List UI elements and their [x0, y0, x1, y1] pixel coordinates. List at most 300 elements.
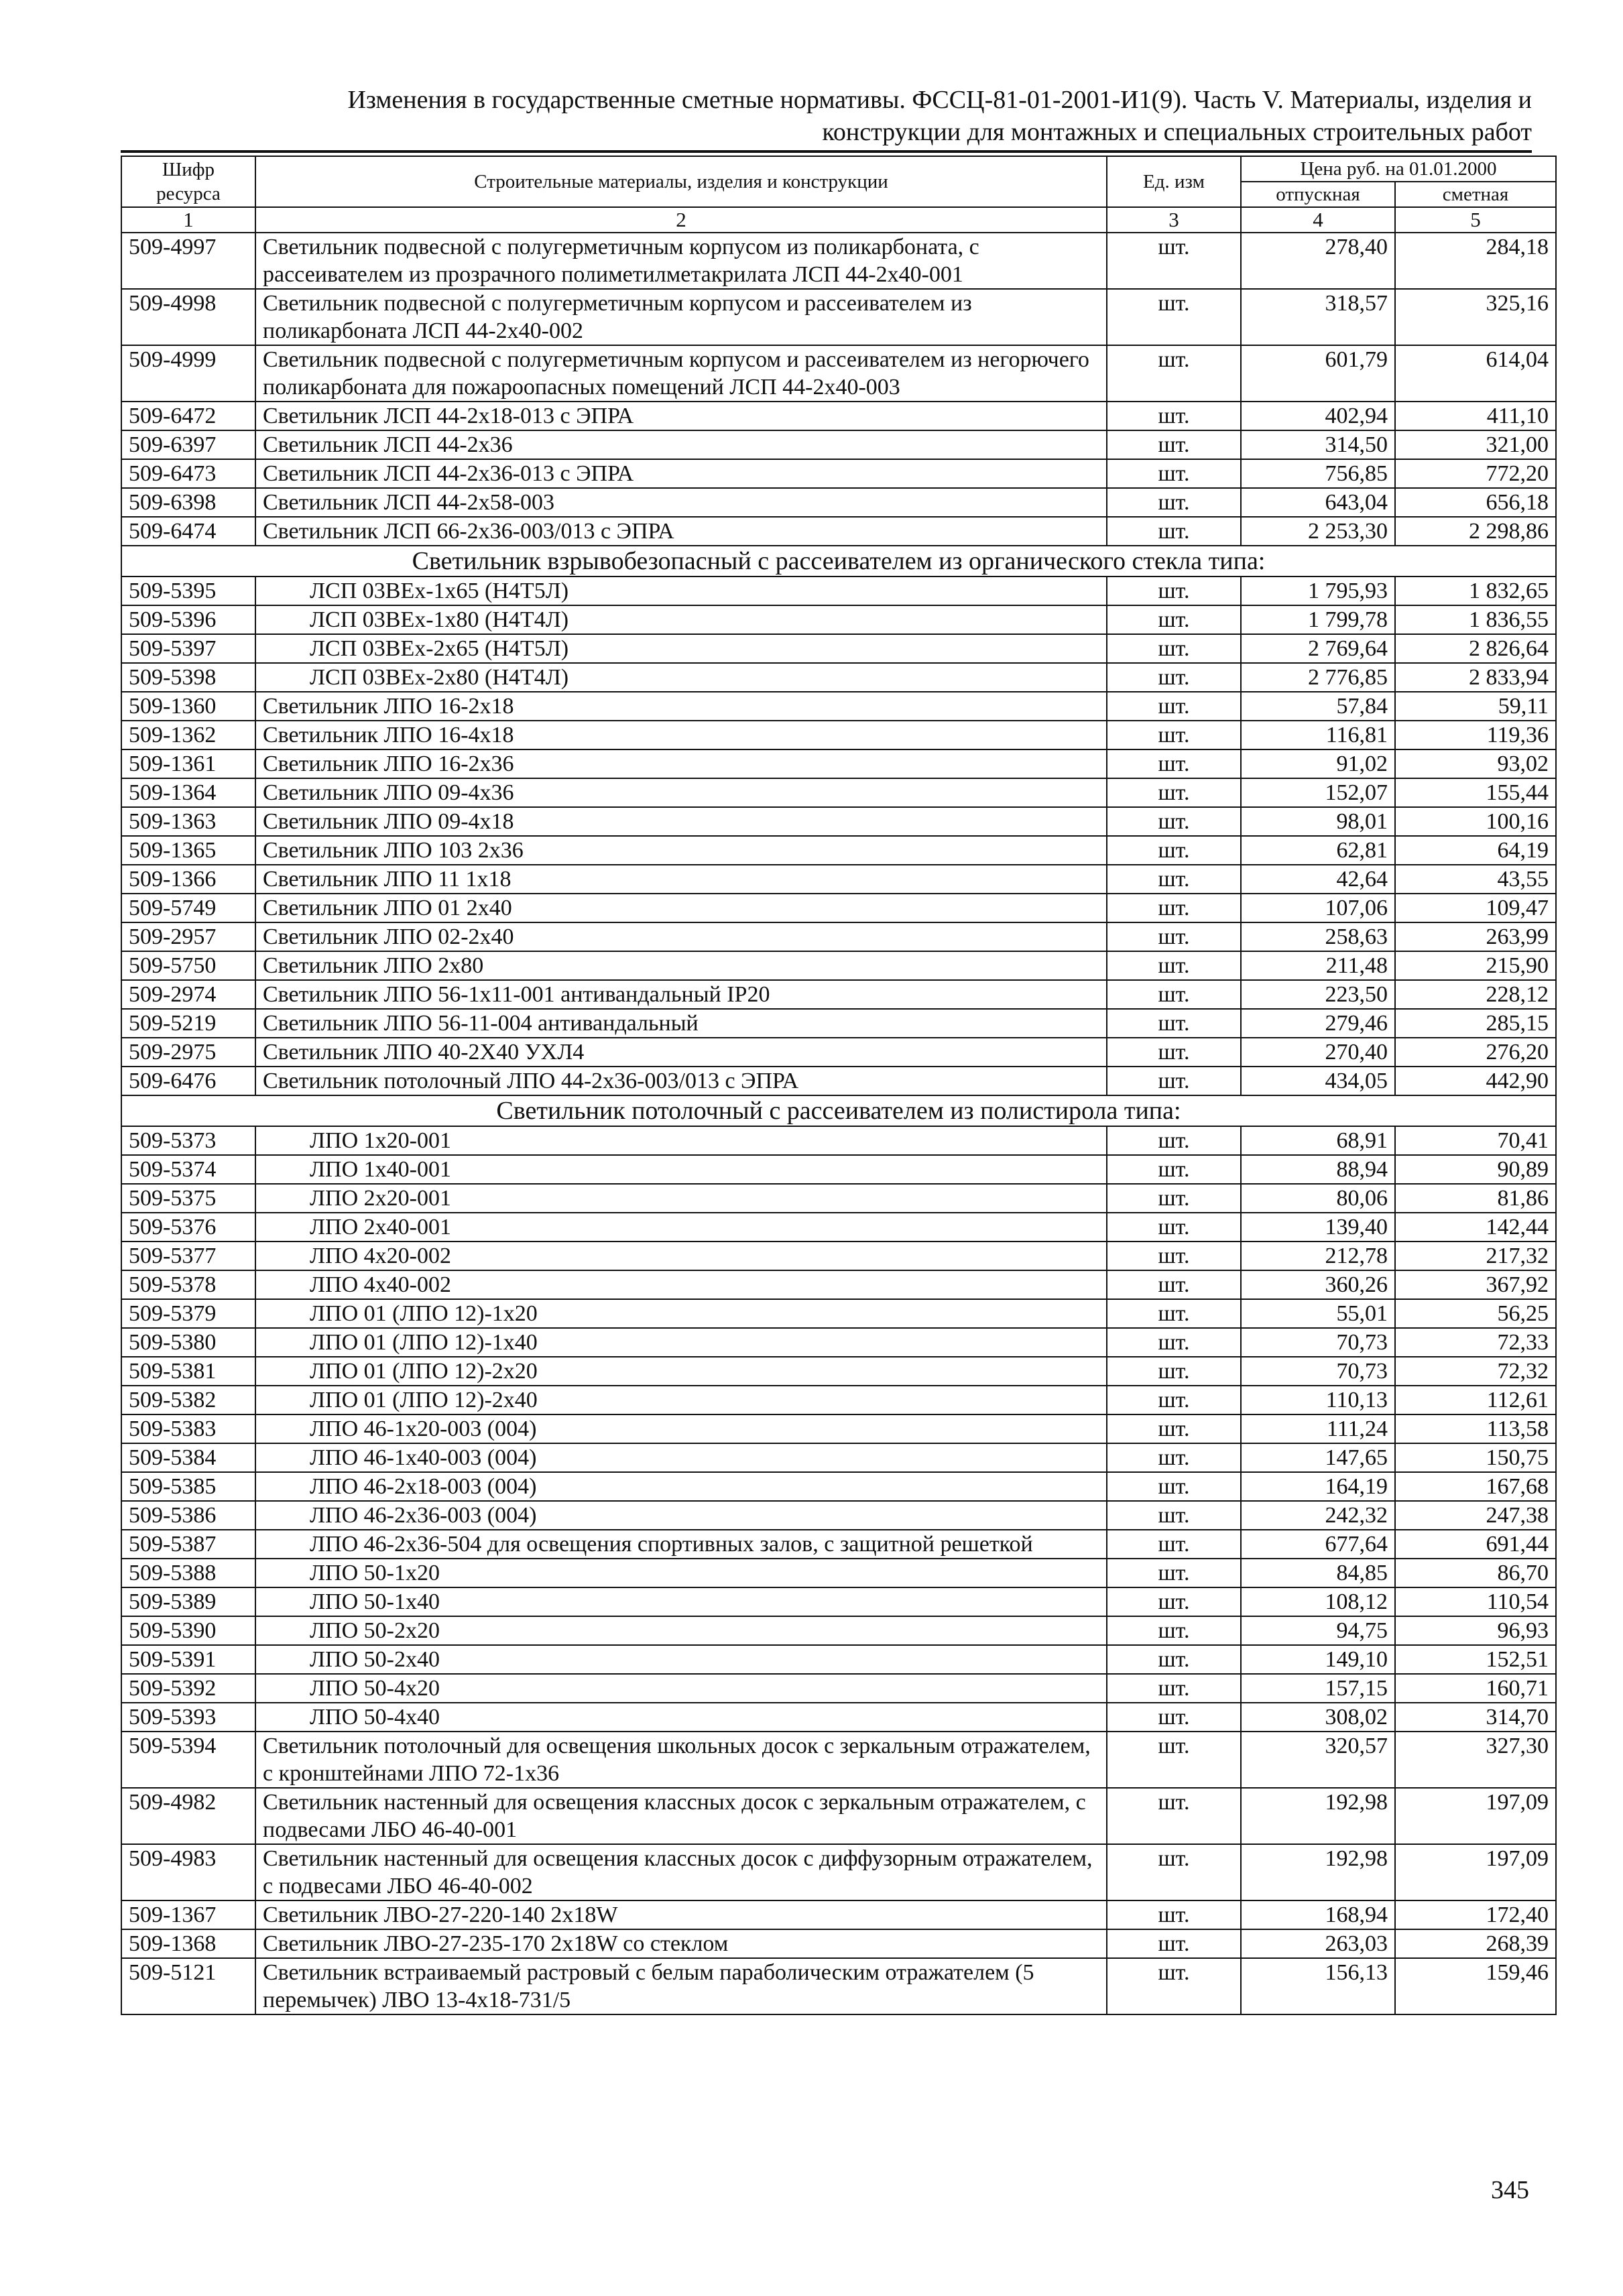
material-name: Светильник ЛСП 44-2х18-013 с ЭПРА — [255, 402, 1107, 430]
release-price: 1 799,78 — [1241, 605, 1395, 634]
material-name: Светильник ЛПО 01 2х40 — [255, 894, 1107, 922]
estimate-price: 93,02 — [1395, 749, 1556, 778]
release-price: 318,57 — [1241, 289, 1395, 345]
header-price-release: отпускная — [1241, 182, 1395, 207]
release-price: 91,02 — [1241, 749, 1395, 778]
table-row — [121, 865, 1556, 894]
estimate-price: 247,38 — [1395, 1501, 1556, 1530]
release-price: 164,19 — [1241, 1472, 1395, 1501]
resource-code: 509-5378 — [121, 1270, 255, 1299]
resource-code: 509-5381 — [121, 1357, 255, 1386]
unit-of-measure: шт. — [1107, 1270, 1241, 1299]
material-name: Светильник подвесной с полугерметичным корпусом из поликарбоната, с рассеивателем из прозрачного полиметилметакрилата ЛСП 44-2х40-001 — [255, 233, 1107, 289]
release-price: 157,15 — [1241, 1674, 1395, 1703]
table-row — [121, 1242, 1556, 1270]
release-price: 55,01 — [1241, 1299, 1395, 1328]
table-row — [121, 1270, 1556, 1299]
estimate-price: 614,04 — [1395, 345, 1556, 402]
resource-code: 509-6397 — [121, 430, 255, 459]
unit-of-measure: шт. — [1107, 1559, 1241, 1587]
release-price: 308,02 — [1241, 1703, 1395, 1732]
unit-of-measure: шт. — [1107, 951, 1241, 980]
table-row — [121, 1009, 1556, 1038]
release-price: 360,26 — [1241, 1270, 1395, 1299]
unit-of-measure: шт. — [1107, 1067, 1241, 1095]
unit-of-measure: шт. — [1107, 634, 1241, 663]
table-row — [121, 1443, 1556, 1472]
estimate-price: 64,19 — [1395, 836, 1556, 865]
release-price: 212,78 — [1241, 1242, 1395, 1270]
estimate-price: 325,16 — [1395, 289, 1556, 345]
material-name: Светильник подвесной с полугерметичным корпусом и рассеивателем из негорючего поликарбоната для пожароопасных помещений ЛСП 44-2х40-003 — [255, 345, 1107, 402]
release-price: 70,73 — [1241, 1328, 1395, 1357]
estimate-price: 197,09 — [1395, 1788, 1556, 1844]
unit-of-measure: шт. — [1107, 1732, 1241, 1788]
unit-of-measure: шт. — [1107, 836, 1241, 865]
estimate-price: 411,10 — [1395, 402, 1556, 430]
material-name: ЛПО 01 (ЛПО 12)-2х20 — [255, 1357, 1107, 1386]
estimate-price: 284,18 — [1395, 233, 1556, 289]
unit-of-measure: шт. — [1107, 605, 1241, 634]
resource-code: 509-2974 — [121, 980, 255, 1009]
release-price: 258,63 — [1241, 922, 1395, 951]
unit-of-measure: шт. — [1107, 1299, 1241, 1328]
column-number: 4 — [1241, 207, 1395, 233]
unit-of-measure: шт. — [1107, 1328, 1241, 1357]
header-price-estimate: сметная — [1395, 182, 1556, 207]
estimate-price: 215,90 — [1395, 951, 1556, 980]
material-name: Светильник ЛПО 16-4х18 — [255, 721, 1107, 749]
estimate-price: 167,68 — [1395, 1472, 1556, 1501]
table-row — [121, 1788, 1556, 1844]
estimate-price: 56,25 — [1395, 1299, 1556, 1328]
table-row — [121, 1559, 1556, 1587]
unit-of-measure: шт. — [1107, 1038, 1241, 1067]
release-price: 68,91 — [1241, 1126, 1395, 1155]
release-price: 111,24 — [1241, 1414, 1395, 1443]
unit-of-measure: шт. — [1107, 894, 1241, 922]
unit-of-measure: шт. — [1107, 749, 1241, 778]
estimate-price: 1 836,55 — [1395, 605, 1556, 634]
release-price: 139,40 — [1241, 1213, 1395, 1242]
material-name: Светильник ЛПО 56-11-004 антивандальный — [255, 1009, 1107, 1038]
material-name: Светильник настенный для освещения классных досок с зеркальным отражателем, с подвесами ЛБО 46-40-001 — [255, 1788, 1107, 1844]
release-price: 70,73 — [1241, 1357, 1395, 1386]
unit-of-measure: шт. — [1107, 1009, 1241, 1038]
material-name: Светильник ЛПО 11 1х18 — [255, 865, 1107, 894]
release-price: 320,57 — [1241, 1732, 1395, 1788]
unit-of-measure: шт. — [1107, 1213, 1241, 1242]
resource-code: 509-1361 — [121, 749, 255, 778]
resource-code: 509-4998 — [121, 289, 255, 345]
resource-code: 509-5383 — [121, 1414, 255, 1443]
material-name: Светильник ЛПО 2х80 — [255, 951, 1107, 980]
release-price: 88,94 — [1241, 1155, 1395, 1184]
unit-of-measure: шт. — [1107, 922, 1241, 951]
table-row — [121, 517, 1556, 546]
estimate-price: 2 826,64 — [1395, 634, 1556, 663]
release-price: 2 253,30 — [1241, 517, 1395, 546]
resource-code: 509-5219 — [121, 1009, 255, 1038]
estimate-price: 172,40 — [1395, 1900, 1556, 1929]
table-row — [121, 663, 1556, 692]
unit-of-measure: шт. — [1107, 1674, 1241, 1703]
header-code: Шифр ресурса — [121, 156, 255, 207]
resource-code: 509-5389 — [121, 1587, 255, 1616]
table-row — [121, 1472, 1556, 1501]
release-price: 434,05 — [1241, 1067, 1395, 1095]
section-title: Светильник взрывобезопасный с рассеивателем из органического стекла типа: — [121, 546, 1556, 577]
release-price: 223,50 — [1241, 980, 1395, 1009]
unit-of-measure: шт. — [1107, 1645, 1241, 1674]
resource-code: 509-6473 — [121, 459, 255, 488]
estimate-price: 367,92 — [1395, 1270, 1556, 1299]
resource-code: 509-5374 — [121, 1155, 255, 1184]
resource-code: 509-1360 — [121, 692, 255, 721]
page-number: 345 — [1491, 2176, 1529, 2204]
estimate-price: 109,47 — [1395, 894, 1556, 922]
unit-of-measure: шт. — [1107, 1703, 1241, 1732]
resource-code: 509-5379 — [121, 1299, 255, 1328]
estimate-price: 2 833,94 — [1395, 663, 1556, 692]
table-row — [121, 402, 1556, 430]
estimate-price: 152,51 — [1395, 1645, 1556, 1674]
unit-of-measure: шт. — [1107, 807, 1241, 836]
table-row — [121, 1929, 1556, 1958]
release-price: 1 795,93 — [1241, 577, 1395, 605]
table-row — [121, 1299, 1556, 1328]
table-row — [121, 1958, 1556, 2014]
header-name: Строительные материалы, изделия и конструкции — [255, 156, 1107, 207]
release-price: 57,84 — [1241, 692, 1395, 721]
unit-of-measure: шт. — [1107, 577, 1241, 605]
estimate-price: 113,58 — [1395, 1414, 1556, 1443]
table-row — [121, 749, 1556, 778]
header-line-2: конструкции для монтажных и специальных строительных работ — [822, 118, 1532, 146]
table-row — [121, 430, 1556, 459]
table-row — [121, 1732, 1556, 1788]
unit-of-measure: шт. — [1107, 488, 1241, 517]
table-row — [121, 836, 1556, 865]
material-name: Светильник ЛСП 44-2х36-013 с ЭПРА — [255, 459, 1107, 488]
unit-of-measure: шт. — [1107, 1472, 1241, 1501]
table-row — [121, 605, 1556, 634]
estimate-price: 228,12 — [1395, 980, 1556, 1009]
section-title: Светильник потолочный с рассеивателем из полистирола типа: — [121, 1095, 1556, 1126]
table-row — [121, 1038, 1556, 1067]
release-price: 643,04 — [1241, 488, 1395, 517]
estimate-price: 43,55 — [1395, 865, 1556, 894]
table-row — [121, 634, 1556, 663]
resource-code: 509-6474 — [121, 517, 255, 546]
estimate-price: 81,86 — [1395, 1184, 1556, 1213]
estimate-price: 268,39 — [1395, 1929, 1556, 1958]
resource-code: 509-2975 — [121, 1038, 255, 1067]
material-name: ЛПО 2х40-001 — [255, 1213, 1107, 1242]
resource-code: 509-5375 — [121, 1184, 255, 1213]
material-name: ЛСП 03ВЕх-1х65 (Н4Т5Л) — [255, 577, 1107, 605]
material-name: ЛПО 1х20-001 — [255, 1126, 1107, 1155]
material-name: ЛСП 03ВЕх-1х80 (Н4Т4Л) — [255, 605, 1107, 634]
material-name: ЛПО 46-2х18-003 (004) — [255, 1472, 1107, 1501]
estimate-price: 314,70 — [1395, 1703, 1556, 1732]
estimate-price: 691,44 — [1395, 1530, 1556, 1559]
table-row — [121, 1844, 1556, 1900]
material-name: ЛПО 46-1х40-003 (004) — [255, 1443, 1107, 1472]
release-price: 98,01 — [1241, 807, 1395, 836]
material-name: ЛПО 46-2х36-504 для освещения спортивных залов, с защитной решеткой — [255, 1530, 1107, 1559]
release-price: 279,46 — [1241, 1009, 1395, 1038]
unit-of-measure: шт. — [1107, 692, 1241, 721]
unit-of-measure: шт. — [1107, 721, 1241, 749]
estimate-price: 90,89 — [1395, 1155, 1556, 1184]
unit-of-measure: шт. — [1107, 1386, 1241, 1414]
estimate-price: 150,75 — [1395, 1443, 1556, 1472]
resource-code: 509-5376 — [121, 1213, 255, 1242]
unit-of-measure: шт. — [1107, 1443, 1241, 1472]
material-name: Светильник подвесной с полугерметичным корпусом и рассеивателем из поликарбоната ЛСП 44-2х40-002 — [255, 289, 1107, 345]
material-name: ЛПО 01 (ЛПО 12)-1х20 — [255, 1299, 1107, 1328]
table-row — [121, 1900, 1556, 1929]
material-name: Светильник ЛПО 103 2х36 — [255, 836, 1107, 865]
table-row — [121, 1501, 1556, 1530]
table-row — [121, 778, 1556, 807]
release-price: 263,03 — [1241, 1929, 1395, 1958]
resource-code: 509-1364 — [121, 778, 255, 807]
estimate-price: 442,90 — [1395, 1067, 1556, 1095]
unit-of-measure: шт. — [1107, 1958, 1241, 2014]
release-price: 147,65 — [1241, 1443, 1395, 1472]
unit-of-measure: шт. — [1107, 1242, 1241, 1270]
release-price: 192,98 — [1241, 1788, 1395, 1844]
estimate-price: 197,09 — [1395, 1844, 1556, 1900]
unit-of-measure: шт. — [1107, 1184, 1241, 1213]
table-row — [121, 1587, 1556, 1616]
table-row — [121, 692, 1556, 721]
estimate-price: 217,32 — [1395, 1242, 1556, 1270]
resource-code: 509-5377 — [121, 1242, 255, 1270]
unit-of-measure: шт. — [1107, 402, 1241, 430]
resource-code: 509-4983 — [121, 1844, 255, 1900]
unit-of-measure: шт. — [1107, 289, 1241, 345]
estimate-price: 276,20 — [1395, 1038, 1556, 1067]
unit-of-measure: шт. — [1107, 1126, 1241, 1155]
section-row — [121, 546, 1556, 577]
unit-of-measure: шт. — [1107, 1929, 1241, 1958]
estimate-price: 96,93 — [1395, 1616, 1556, 1645]
release-price: 242,32 — [1241, 1501, 1395, 1530]
release-price: 2 769,64 — [1241, 634, 1395, 663]
estimate-price: 159,46 — [1395, 1958, 1556, 2014]
material-name: Светильник ЛВО-27-220-140 2х18W — [255, 1900, 1107, 1929]
resource-code: 509-4997 — [121, 233, 255, 289]
resource-code: 509-5380 — [121, 1328, 255, 1357]
estimate-price: 100,16 — [1395, 807, 1556, 836]
release-price: 192,98 — [1241, 1844, 1395, 1900]
table-row — [121, 1328, 1556, 1357]
release-price: 168,94 — [1241, 1900, 1395, 1929]
table-row — [121, 1616, 1556, 1645]
release-price: 94,75 — [1241, 1616, 1395, 1645]
material-name: Светильник ЛПО 09-4х36 — [255, 778, 1107, 807]
material-name: ЛПО 50-1х20 — [255, 1559, 1107, 1587]
unit-of-measure: шт. — [1107, 459, 1241, 488]
table-row — [121, 577, 1556, 605]
table-row — [121, 1126, 1556, 1155]
resource-code: 509-5749 — [121, 894, 255, 922]
release-price: 278,40 — [1241, 233, 1395, 289]
table-row — [121, 1674, 1556, 1703]
table-row — [121, 1414, 1556, 1443]
release-price: 677,64 — [1241, 1530, 1395, 1559]
material-name: ЛПО 4х40-002 — [255, 1270, 1107, 1299]
page-header — [121, 84, 1532, 148]
estimate-price: 70,41 — [1395, 1126, 1556, 1155]
table-row — [121, 894, 1556, 922]
release-price: 84,85 — [1241, 1559, 1395, 1587]
table-row — [121, 1357, 1556, 1386]
estimate-price: 72,33 — [1395, 1328, 1556, 1357]
material-name: Светильник ЛПО 02-2х40 — [255, 922, 1107, 951]
resource-code: 509-2957 — [121, 922, 255, 951]
release-price: 314,50 — [1241, 430, 1395, 459]
release-price: 108,12 — [1241, 1587, 1395, 1616]
table-row — [121, 1386, 1556, 1414]
resource-code: 509-6398 — [121, 488, 255, 517]
estimate-price: 321,00 — [1395, 430, 1556, 459]
table-row — [121, 233, 1556, 289]
resource-code: 509-5373 — [121, 1126, 255, 1155]
estimate-price: 285,15 — [1395, 1009, 1556, 1038]
resource-code: 509-5391 — [121, 1645, 255, 1674]
material-name: Светильник ЛПО 56-1х11-001 антивандальный IP20 — [255, 980, 1107, 1009]
material-name: Светильник ЛСП 44-2х58-003 — [255, 488, 1107, 517]
resource-code: 509-5397 — [121, 634, 255, 663]
estimate-price: 142,44 — [1395, 1213, 1556, 1242]
table-row — [121, 1703, 1556, 1732]
resource-code: 509-5386 — [121, 1501, 255, 1530]
material-name: Светильник ЛПО 16-2х18 — [255, 692, 1107, 721]
release-price: 756,85 — [1241, 459, 1395, 488]
resource-code: 509-5384 — [121, 1443, 255, 1472]
release-price: 270,40 — [1241, 1038, 1395, 1067]
resource-code: 509-1367 — [121, 1900, 255, 1929]
resource-code: 509-5390 — [121, 1616, 255, 1645]
resource-code: 509-5392 — [121, 1674, 255, 1703]
unit-of-measure: шт. — [1107, 430, 1241, 459]
unit-of-measure: шт. — [1107, 1155, 1241, 1184]
material-name: Светильник потолочный ЛПО 44-2х36-003/013 с ЭПРА — [255, 1067, 1107, 1095]
unit-of-measure: шт. — [1107, 1587, 1241, 1616]
material-name: ЛПО 46-2х36-003 (004) — [255, 1501, 1107, 1530]
material-name: Светильник ЛСП 66-2х36-003/013 с ЭПРА — [255, 517, 1107, 546]
table-row — [121, 1067, 1556, 1095]
header-rule — [121, 150, 1532, 153]
resource-code: 509-5387 — [121, 1530, 255, 1559]
resource-code: 509-4982 — [121, 1788, 255, 1844]
release-price: 149,10 — [1241, 1645, 1395, 1674]
release-price: 110,13 — [1241, 1386, 1395, 1414]
section-row — [121, 1095, 1556, 1126]
estimate-price: 2 298,86 — [1395, 517, 1556, 546]
release-price: 80,06 — [1241, 1184, 1395, 1213]
material-name: ЛПО 2х20-001 — [255, 1184, 1107, 1213]
unit-of-measure: шт. — [1107, 233, 1241, 289]
estimate-price: 772,20 — [1395, 459, 1556, 488]
estimate-price: 656,18 — [1395, 488, 1556, 517]
material-name: Светильник ЛСП 44-2х36 — [255, 430, 1107, 459]
material-name: ЛПО 46-1х20-003 (004) — [255, 1414, 1107, 1443]
estimate-price: 112,61 — [1395, 1386, 1556, 1414]
unit-of-measure: шт. — [1107, 865, 1241, 894]
column-number: 5 — [1395, 207, 1556, 233]
material-name: Светильник ЛПО 09-4х18 — [255, 807, 1107, 836]
header-line-1: Изменения в государственные сметные нормативы. ФССЦ-81-01-2001-И1(9). Часть V. Материалы, изделия и — [347, 86, 1532, 114]
resource-code: 509-6476 — [121, 1067, 255, 1095]
price-table — [121, 156, 1557, 2015]
unit-of-measure: шт. — [1107, 778, 1241, 807]
release-price: 116,81 — [1241, 721, 1395, 749]
resource-code: 509-5121 — [121, 1958, 255, 2014]
release-price: 152,07 — [1241, 778, 1395, 807]
material-name: ЛПО 50-4х40 — [255, 1703, 1107, 1732]
release-price: 107,06 — [1241, 894, 1395, 922]
table-row — [121, 951, 1556, 980]
table-row — [121, 980, 1556, 1009]
table-row — [121, 345, 1556, 402]
release-price: 402,94 — [1241, 402, 1395, 430]
resource-code: 509-5395 — [121, 577, 255, 605]
unit-of-measure: шт. — [1107, 1844, 1241, 1900]
unit-of-measure: шт. — [1107, 1501, 1241, 1530]
table-row — [121, 922, 1556, 951]
estimate-price: 72,32 — [1395, 1357, 1556, 1386]
estimate-price: 119,36 — [1395, 721, 1556, 749]
estimate-price: 327,30 — [1395, 1732, 1556, 1788]
table-row — [121, 1530, 1556, 1559]
table-row — [121, 721, 1556, 749]
release-price: 2 776,85 — [1241, 663, 1395, 692]
release-price: 156,13 — [1241, 1958, 1395, 2014]
estimate-price: 1 832,65 — [1395, 577, 1556, 605]
resource-code: 509-1366 — [121, 865, 255, 894]
unit-of-measure: шт. — [1107, 1900, 1241, 1929]
column-number: 3 — [1107, 207, 1241, 233]
column-number-row — [121, 207, 1556, 233]
unit-of-measure: шт. — [1107, 1788, 1241, 1844]
estimate-price: 263,99 — [1395, 922, 1556, 951]
column-number: 1 — [121, 207, 255, 233]
material-name: ЛПО 50-4х20 — [255, 1674, 1107, 1703]
release-price: 601,79 — [1241, 345, 1395, 402]
table-row — [121, 1213, 1556, 1242]
resource-code: 509-6472 — [121, 402, 255, 430]
resource-code: 509-5385 — [121, 1472, 255, 1501]
resource-code: 509-5388 — [121, 1559, 255, 1587]
resource-code: 509-5394 — [121, 1732, 255, 1788]
header-unit: Ед. изм — [1107, 156, 1241, 207]
material-name: ЛПО 01 (ЛПО 12)-1х40 — [255, 1328, 1107, 1357]
material-name: Светильник встраиваемый растровый с белым параболическим отражателем (5 перемычек) ЛВО 13-4х18-731/5 — [255, 1958, 1107, 2014]
resource-code: 509-1362 — [121, 721, 255, 749]
estimate-price: 155,44 — [1395, 778, 1556, 807]
unit-of-measure: шт. — [1107, 1357, 1241, 1386]
estimate-price: 86,70 — [1395, 1559, 1556, 1587]
release-price: 62,81 — [1241, 836, 1395, 865]
estimate-price: 110,54 — [1395, 1587, 1556, 1616]
material-name: Светильник настенный для освещения классных досок с диффузорным отражателем, с подвесами ЛБО 46-40-002 — [255, 1844, 1107, 1900]
resource-code: 509-1368 — [121, 1929, 255, 1958]
